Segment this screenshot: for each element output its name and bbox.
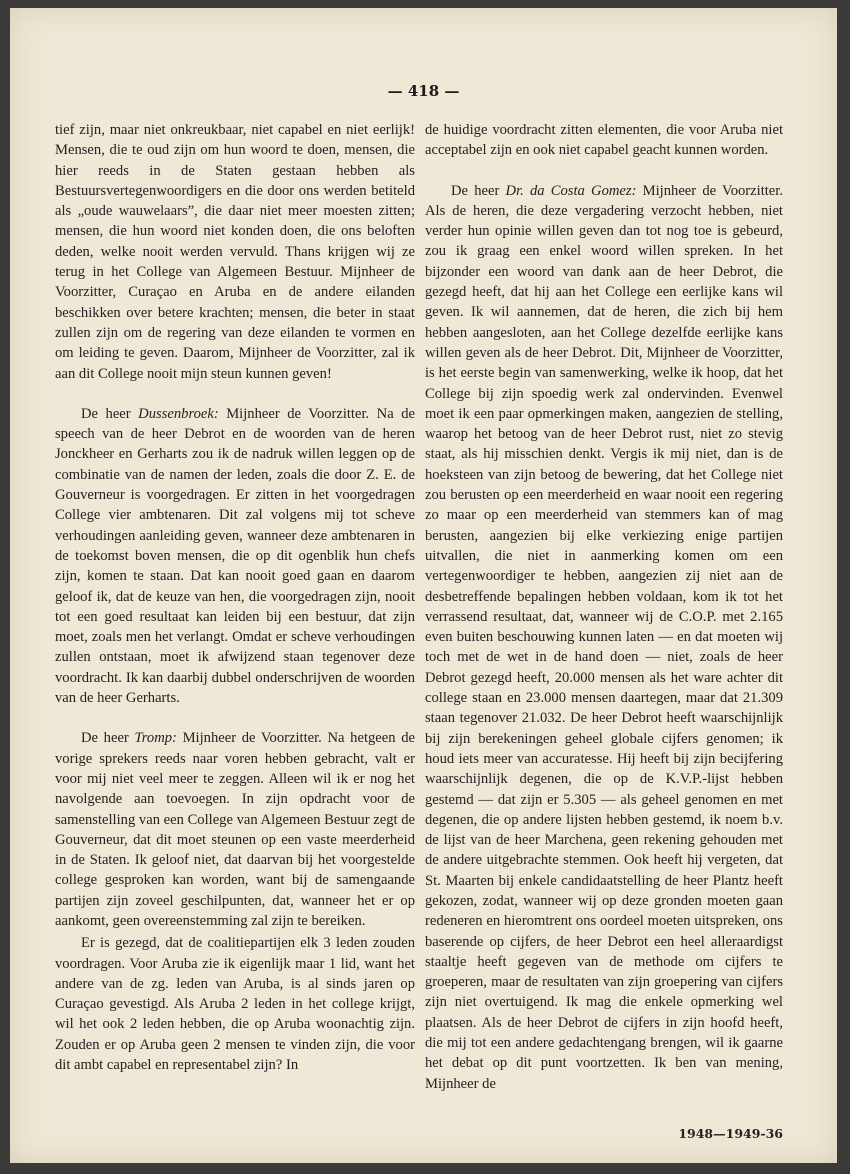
paragraph: tief zijn, maar niet onkreukbaar, niet capabel en niet eerlijk! Mensen, die te oud zijn om hun woord te doen, mensen, die hier reeds in de Staten gestaan hebben als Bestuursvertegenwoordigers en die door ons werden betiteld als „oude wauwelaars”, die daar niet meer moesten zitten; mensen, die hun woord niet konden doen, die ons beloften deden, welke nooit werden vervuld. Thans krijgen wij ze terug in het College van Algemeen Bestuur. Mijnheer de Voorzitter, Curaçao en Aruba en de andere eilanden beschikken over betere krachten; mensen, die beter in staat zullen zijn om de regering van deze eilanden te vormen en om leiding te geven. Daarom, Mijnheer de Voorzitter, zal ik aan dit College nooit mijn steun kunnen geven! [55, 122, 415, 382]
paragraph [55, 404, 415, 708]
left-column [55, 120, 415, 1075]
speaker-name: Dussenbroek: [138, 405, 219, 422]
right-column [425, 120, 783, 1094]
speech-text: Mijnheer de Voorzitter. Na de speech van de heer Debrot en de woorden van de heren Jonckheer en Gerharts zou ik de nadruk willen leggen op de combinatie van de namen der leden, zoals die door Z. E. de Gouverneur is voorgedragen. Er zitten in het voorgedragen College vier ambtenaren. Dit zal volgens mij tot scheve verhoudingen aanleiding geven, wanneer deze ambtenaren in de toekomst boven mensen, die op dit ogenblik hun chefs zijn, komen te staan. Dat kan nooit goed gaan en daarom geloof ik, dat de keuze van hen, die voorgedragen zijn, nooit tot een goed resultaat kan leiden bij een bestuur, dat zijn moet, zoals men het verlangt. Omdat er scheve verhoudingen zullen ontstaan, moet ik afwijzend staan tegenover deze voordracht. Ik kan daarbij dubbel onderschrijven de woorden van de heer Gerharts. [55, 405, 415, 707]
speaker-name: Tromp: [134, 730, 177, 747]
paragraph: de huidige voordracht zitten elementen, die voor Aruba niet acceptabel zijn en ook niet capabel geacht kunnen worden. [425, 122, 783, 159]
paragraph: Er is gezegd, dat de coalitiepartijen elk 3 leden zouden voordragen. Voor Aruba zie ik eigenlijk maar 1 lid, want het andere van de zg. leden van Aruba, is al sinds jaren op Curaçao gevestigd. Als Aruba 2 leden in het college krijgt, wil het ook 2 leden hebben, die op Aruba woonachtig zijn. Zouden er op Aruba geen 2 mensen te vinden zijn, die voor dit ambt capabel en representabel zijn? In [55, 935, 415, 1074]
speech-text: Mijnheer de Voorzitter. Als de heren, die deze vergadering verzocht hebben, niet verder hun opinie willen geven dan tot nog toe is gebeurd, zou ik graag een enkel woord willen spreken. In het bijzonder een woord van dank aan de heer Debrot, die gezegd heeft, dat hij aan het College een eerlijke kans wil geven. Ik wil aannemen, dat de heren, die zich bij hem hebben aangesloten, aan het College dezelfde eerlijke kans willen geven als de heer Debrot. Dit, Mijnheer de Voorzitter, is het eerste begin van samenwerking, welke ik hoop, dat het College bij zijn spoedig werk zal ondervinden. Evenwel moet ik een paar opmerkingen maken, aangezien de stelling, waarop het betoog van de heer Debrot rust, niet zo stevig staat, als hij misschien denkt. Vergis ik mij niet, dan is de hoeksteen van zijn betoog de bewering, dat het College niet zou berusten op een meerderheid en waar nooit een regering zo maar op een meerderheid van stemmers kan of mag berusten, aangezien bij elke verkiezing enige partijen uitvallen, die niet in aanmerking komen om een vertegenwoordiger te hebben, aangezien zij niet aan de desbetreffende bepalingen hebben voldaan, kom ik tot het verrassend resultaat, dat, wanneer wij de C.O.P. met 2.165 even buiten beschouwing kunnen laten — en dat moeten wij toch met de wet in de hand doen — niet, zoals de heer Debrot gezegd heeft, 20.000 mensen als het ware achter dit college staan en 23.000 mensen daartegen, maar dat 21.309 staan tegenover 21.032. De heer Debrot heeft waarschijnlijk bij zijn berekeningen geheel globale cijfers genomen; ik houd iets meer van accuratesse. Hij heeft bij zijn becijfering waarschijnlijk degenen, die op de K.V.P.-lijst hebben gestemd — dat zijn er 5.305 — als geheel genomen en met degenen, die op andere lijsten hebben gestemd, ik noem b.v. de lijst van de heer Marchena, geen rekening gehouden met de andere uitgebrachte stemmen. Ook heeft hij vergeten, dat St. Maarten bij enkele candidaatstelling de heer Plantz heeft gekozen, zodat, wanneer wij op deze gronden moeten gaan redeneren en hieromtrent ons oordeel moeten uitspreken, ons baserende op cijfers, de heer Debrot een heel alleraardigst staaltje heeft gegeven van de methode om cijfers te groeperen, maar de resultaten van zijn groepering van cijfers zijn niet overtuigend. Ik mag die enkele opmerking wel plaatsen. Als de heer Debrot de cijfers in zijn hoofd heeft, die mij tot een andere gedachtengang brengen, wil ik gaarne het debat op dit punt voortzetten. Ik ben van mening, Mijnheer de [425, 182, 783, 1092]
speech-text: Mijnheer de Voorzitter. Na hetgeen de vorige sprekers reeds naar voren hebben gebracht, valt er voor mij niet veel meer te zeggen. Alleen wil ik er nog het navolgende aan toevoegen. In zijn opdracht voor de samenstelling van een College van Algemeen Bestuur zegt de Gouverneur, dat dit moet steunen op een vaste meerderheid in de Staten. Ik geloof niet, dat daarvan bij het voorgestelde college gesproken kan worden, want bij de samengaande partijen zijn zoveel geschilpunten, dat, wanneer het er op aankomt, geen overeenstemming zal zijn te bereiken. [55, 730, 415, 929]
speaker-prefix: De heer [451, 182, 506, 199]
speaker-prefix: De heer [81, 730, 135, 747]
document-reference: 1948—1949-36 [678, 1126, 783, 1141]
paragraph [55, 728, 415, 931]
speaker-name: Dr. da Costa Gomez: [505, 182, 637, 199]
page-number: — 418 — [387, 82, 460, 100]
document-page [10, 8, 837, 1163]
speaker-prefix: De heer [81, 405, 139, 422]
paragraph [425, 181, 783, 1094]
